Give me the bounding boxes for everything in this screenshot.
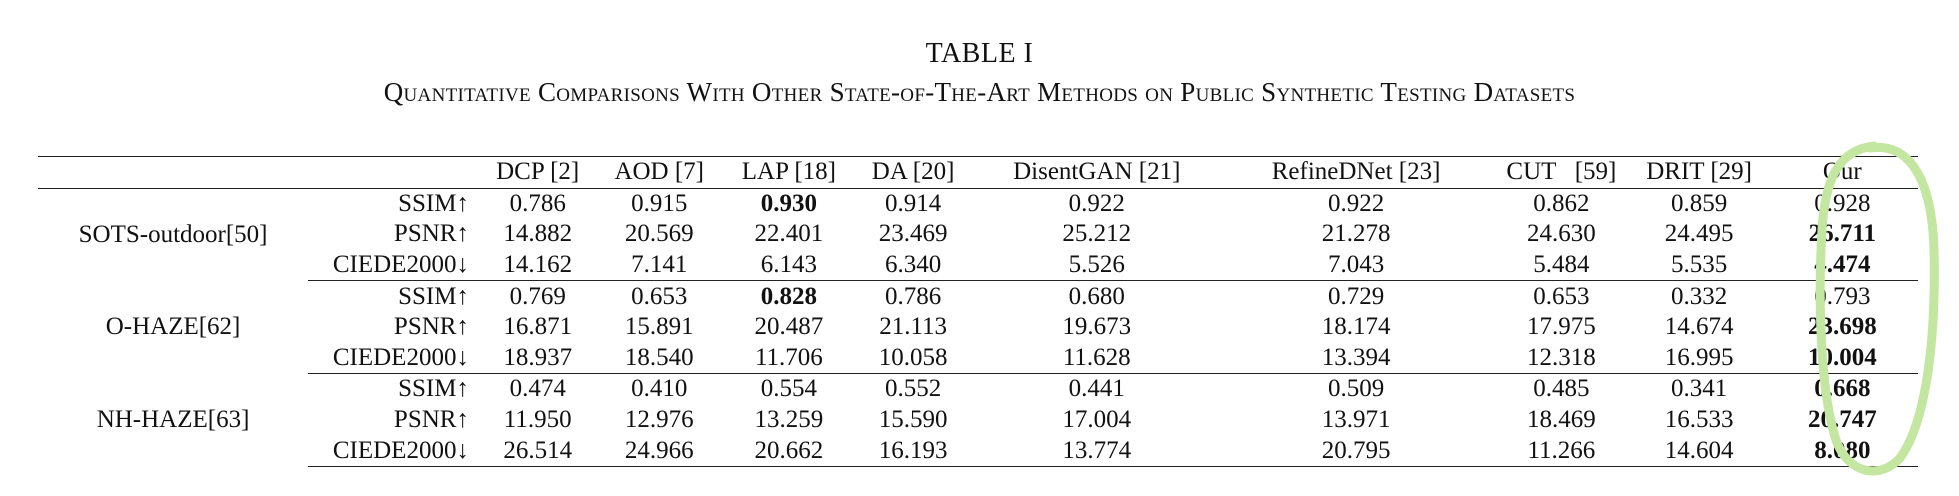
table-cell: 0.914 — [884, 189, 942, 217]
column-header-aod: AOD [7] — [594, 157, 724, 189]
column-header-refinednet: RefineDNet [23] — [1221, 157, 1491, 189]
table-label: TABLE I — [925, 38, 1034, 69]
table-cell: 0.930 — [760, 189, 817, 217]
table-cell: 16.193 — [854, 435, 973, 466]
table-cell: 7.141 — [594, 250, 724, 281]
table-cell: 14.162 — [481, 250, 594, 281]
table-cell: 20.747 — [1807, 406, 1877, 434]
results-table — [38, 156, 1918, 467]
column-header-disentgan: DisentGAN [21] — [973, 157, 1222, 189]
dataset-label: NH-HAZE[63] — [96, 406, 250, 434]
group-o-haze — [38, 281, 1918, 374]
table-row — [38, 405, 1918, 436]
table-cell: 20.569 — [624, 220, 694, 248]
table-cell: 11.628 — [973, 343, 1222, 374]
group-nh-haze — [38, 374, 1918, 467]
metric-label: PSNR↑ — [393, 220, 469, 248]
table-cell: 23.469 — [878, 220, 948, 248]
metric-label: PSNR↑ — [393, 406, 469, 434]
table-cell: 5.535 — [1632, 250, 1767, 281]
table-cell: 18.937 — [481, 343, 594, 374]
table-row — [38, 219, 1918, 250]
table-cell: 18.469 — [1526, 406, 1596, 434]
table-cell: 13.394 — [1221, 343, 1491, 374]
table-cell: 21.278 — [1321, 220, 1391, 248]
table-cell: 14.674 — [1664, 313, 1734, 341]
table-cell: 0.474 — [509, 375, 566, 403]
table-cell: 26.514 — [481, 435, 594, 466]
dataset-label: O-HAZE[62] — [105, 313, 241, 341]
table-cell: 21.113 — [879, 313, 948, 341]
dataset-label: SOTS-outdoor[50] — [78, 220, 268, 248]
table-cell: 16.533 — [1664, 406, 1734, 434]
metric-label: SSIM↑ — [398, 282, 469, 310]
table-cell: 18.174 — [1321, 313, 1391, 341]
table-row — [38, 312, 1918, 343]
table-cell: 13.259 — [754, 406, 824, 434]
table-cell: 20.662 — [724, 435, 854, 466]
table-cell: 22.401 — [754, 220, 824, 248]
table-cell: 0.653 — [1533, 282, 1590, 310]
table-cell: 15.891 — [624, 313, 694, 341]
table-cell: 26.711 — [1808, 220, 1876, 248]
table-cell: 0.922 — [1068, 189, 1125, 217]
table-cell: 0.793 — [1814, 282, 1871, 310]
column-header-dcp: DCP [2] — [481, 157, 594, 189]
table-cell: 17.004 — [1062, 406, 1132, 434]
table-cell: 0.859 — [1670, 189, 1728, 217]
table-cell: 0.341 — [1670, 375, 1728, 403]
column-header-da: DA [20] — [854, 157, 973, 189]
table-cell: 5.526 — [973, 250, 1222, 281]
table-cell: 16.995 — [1632, 343, 1767, 374]
table-cell: 12.976 — [624, 406, 694, 434]
table-cell: 0.554 — [760, 375, 817, 403]
metric-label: PSNR↑ — [393, 313, 469, 341]
column-header-our: Our — [1767, 157, 1918, 189]
table-cell: 6.340 — [854, 250, 973, 281]
table-cell: 0.441 — [1068, 375, 1125, 403]
column-header-lap: LAP [18] — [724, 157, 854, 189]
column-header-cut: CUT [59] — [1491, 157, 1631, 189]
table-cell: 0.928 — [1814, 189, 1871, 217]
table-cell: 0.786 — [884, 282, 942, 310]
table-cell: 17.975 — [1526, 313, 1596, 341]
table-cell: 19.673 — [1062, 313, 1132, 341]
table-cell: 12.318 — [1491, 343, 1631, 374]
table-cell: 8.080 — [1767, 435, 1918, 466]
table-cell: 0.862 — [1533, 189, 1590, 217]
header-blank-dataset — [38, 157, 308, 189]
column-header-drit: DRIT [29] — [1632, 157, 1767, 189]
table-row — [38, 188, 1918, 219]
table-cell: 0.680 — [1068, 282, 1125, 310]
metric-label: CIEDE2000↓ — [308, 343, 481, 374]
table-cell: 0.915 — [631, 189, 688, 217]
table-cell: 13.774 — [973, 435, 1222, 466]
table-cell: 15.590 — [878, 406, 948, 434]
table-cell: 0.769 — [509, 282, 566, 310]
table-cell: 4.474 — [1767, 250, 1918, 281]
table-cell: 16.871 — [503, 313, 573, 341]
table-cell: 7.043 — [1221, 250, 1491, 281]
table-row — [38, 374, 1918, 405]
table-cell: 11.950 — [503, 406, 572, 434]
metric-label: SSIM↑ — [398, 189, 469, 217]
table-cell: 5.484 — [1491, 250, 1631, 281]
table-row — [38, 250, 1918, 281]
table-cell: 11.706 — [724, 343, 854, 374]
table-cell: 0.922 — [1327, 189, 1385, 217]
table-cell: 0.332 — [1670, 282, 1728, 310]
table-cell: 0.653 — [631, 282, 688, 310]
table-cell: 0.668 — [1814, 375, 1871, 403]
table-cell: 20.487 — [754, 313, 824, 341]
table-cell: 0.828 — [760, 282, 817, 310]
header-blank-metric — [308, 157, 481, 189]
header-row — [38, 157, 1918, 189]
table-cell: 23.698 — [1807, 313, 1877, 341]
table-cell: 24.966 — [594, 435, 724, 466]
table-cell: 0.410 — [631, 375, 688, 403]
table-cell: 11.266 — [1491, 435, 1631, 466]
table-cell: 20.795 — [1221, 435, 1491, 466]
table-cell: 18.540 — [594, 343, 724, 374]
table-cell: 10.004 — [1767, 343, 1918, 374]
table-cell: 0.786 — [509, 189, 566, 217]
table-cell: 0.509 — [1327, 375, 1385, 403]
table-row — [38, 281, 1918, 312]
table-cell: 10.058 — [854, 343, 973, 374]
table-cell: 24.495 — [1664, 220, 1734, 248]
metric-label: CIEDE2000↓ — [308, 435, 481, 466]
table-row — [38, 435, 1918, 466]
table-caption: Quantitative Comparisons With Other State-of-The-Art Methods on Public Synthetic Testing Datasets — [383, 77, 1576, 107]
table-cell: 0.485 — [1533, 375, 1590, 403]
metric-label: CIEDE2000↓ — [308, 250, 481, 281]
table-cell: 0.552 — [884, 375, 942, 403]
table-cell: 25.212 — [1062, 220, 1132, 248]
table-cell: 0.729 — [1327, 282, 1385, 310]
metric-label: SSIM↑ — [398, 375, 469, 403]
group-sots-outdoor — [38, 188, 1918, 281]
table-cell: 14.604 — [1632, 435, 1767, 466]
table-row — [38, 343, 1918, 374]
table-cell: 13.971 — [1321, 406, 1391, 434]
table-cell: 6.143 — [724, 250, 854, 281]
table-cell: 14.882 — [503, 220, 573, 248]
table-cell: 24.630 — [1526, 220, 1596, 248]
